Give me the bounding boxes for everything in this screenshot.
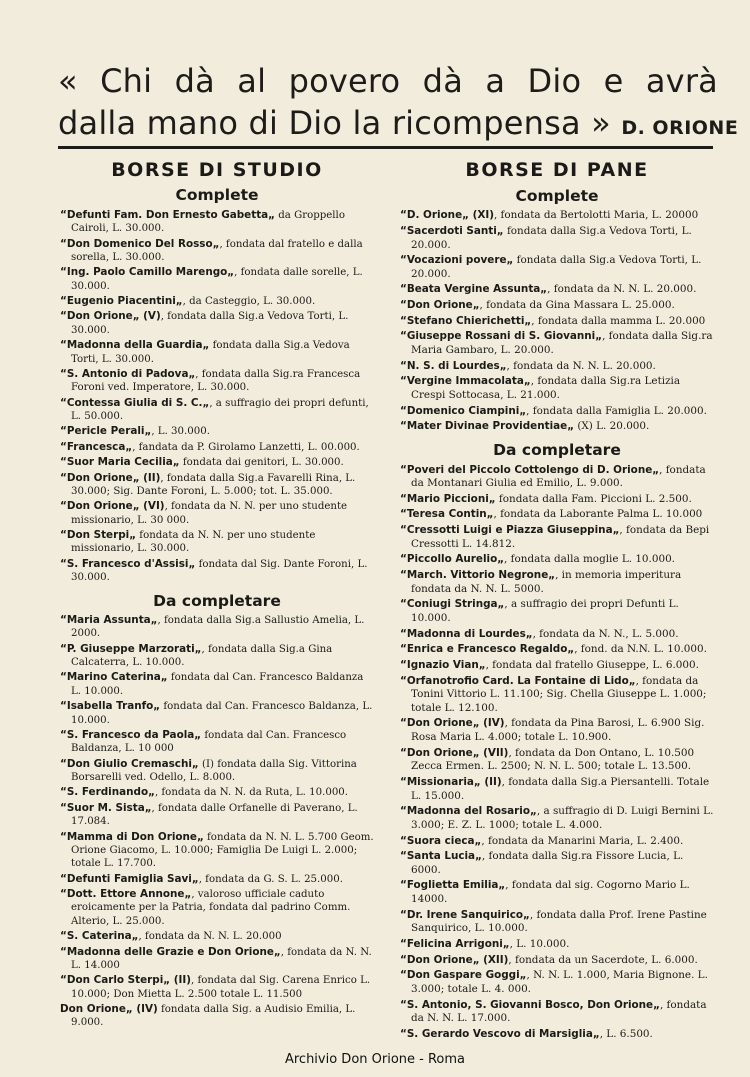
entry-text: fondata dalla Sig.a Vedova Torti, L. 30.000. xyxy=(71,340,350,365)
entry-name: “Francesca„ xyxy=(60,440,133,453)
entry-name: “Don Domenico Del Rosso„ xyxy=(60,237,220,250)
list-item xyxy=(58,946,376,973)
entry-name: “Suor Maria Cecilia„ xyxy=(60,456,180,469)
entry-name: “Suor M. Sista„ xyxy=(60,801,152,814)
entry-name: “Foglietta Emilia„ xyxy=(400,879,506,892)
entry-name: “Coniugi Stringa„ xyxy=(400,598,505,611)
entry-text: , fondata da un Sacerdote, L. 6.000. xyxy=(508,953,698,966)
entry-name: “D. Orione„ (XI) xyxy=(400,209,494,222)
list-item xyxy=(398,464,716,491)
entry-name: “Don Carlo Sterpi„ (II) xyxy=(60,974,191,987)
entry-text: fondata dal Can. Francesco Baldanza, L. 10.000. xyxy=(71,701,373,726)
list-item xyxy=(58,671,376,698)
entry-text: , fondata da Bepi Cressotti L. 14.812. xyxy=(411,524,710,550)
entry-text: , fandata da P. Girolamo Lanzetti, L. 00.000. xyxy=(132,441,360,453)
list-item xyxy=(58,873,376,886)
list-item xyxy=(58,295,376,308)
list-item xyxy=(58,339,376,366)
list-item xyxy=(58,930,376,943)
list-item xyxy=(398,524,716,551)
list-item xyxy=(58,441,376,454)
entry-name: “Orfanotrofio Card. La Fontaine di Lido„ xyxy=(400,674,636,687)
entry-name: “Don Giulio Cremaschi„ xyxy=(60,757,199,770)
list-item xyxy=(398,375,716,402)
entry-name: “Don Orione„ (XII) xyxy=(400,953,509,966)
entry-name: “S. Caterina„ xyxy=(60,930,139,943)
entry-text: fondata dal Can. Francesco Baldanza, L. 10 000 xyxy=(71,729,347,755)
entry-text: , fondata dal fratello Giuseppe, L. 6.000. xyxy=(485,658,699,671)
entry-text: fondata dal Can. Francesco Baldanza L. 10.000. xyxy=(71,672,364,697)
entry-name: “Mario Piccioni„ xyxy=(400,492,496,505)
entry-text: , fond. da N.N. L. 10.000. xyxy=(574,643,707,656)
entry-name: “S. Antonio di Padova„ xyxy=(60,367,196,380)
entry-name: “Piccollo Aurelio„ xyxy=(400,553,505,566)
entry-name: “Don Orione„ (II) xyxy=(60,471,161,484)
entry-name: “Don Sterpi„ xyxy=(60,529,137,541)
list-item xyxy=(58,500,376,527)
list-item xyxy=(398,717,716,744)
entry-text: , fondata da N. N. L. 17.000. xyxy=(411,998,707,1025)
headline-line-2 xyxy=(58,102,739,149)
entry-name: “Maria Assunta„ xyxy=(60,613,158,626)
entry-text: fondata dalla Fam. Piccioni L. 2.500. xyxy=(495,492,692,505)
entry-name: “Ing. Paolo Camillo Marengo„ xyxy=(60,266,235,279)
list-item xyxy=(58,310,376,337)
list-item xyxy=(398,805,716,832)
list-item xyxy=(58,529,376,556)
entry-name: “Domenico Ciampini„ xyxy=(400,404,527,417)
entry-name: “March. Vittorio Negrone„ xyxy=(400,569,556,582)
entry-name: “Don Orione„ xyxy=(400,299,480,312)
entry-text: fondata dalla Sig.a Vedova Torti, L. 20.000. xyxy=(411,254,702,280)
entry-name: “Sacerdoti Santi„ xyxy=(400,224,504,237)
list-item xyxy=(398,283,716,297)
entry-text: , fondata dal sig. Cogorno Mario L. 14000. xyxy=(411,879,690,906)
list-item xyxy=(398,493,716,507)
entry-text: , fondata dalle Orfanelle di Paverano, L. 17.084. xyxy=(71,802,358,828)
entry-text: , fondata dalla Sig.a Gina Calcaterra, L. 10.000. xyxy=(71,643,333,668)
list-item xyxy=(398,643,716,657)
list-item xyxy=(58,456,376,469)
entry-text: , fondata da G. S. L. 25.000. xyxy=(198,873,343,885)
entry-text: , N. N. L. 1.000, Maria Bignone. L. 3.000; totale L. 4. 000. xyxy=(411,969,708,995)
entry-name: “Missionaria„ (II) xyxy=(400,775,502,788)
entry-text: fondata dalla Sig.a Vedova Torti, L. 20.000. xyxy=(411,224,692,251)
list-item xyxy=(398,315,716,329)
list-item xyxy=(58,831,376,871)
entry-name: “Teresa Contin„ xyxy=(400,508,494,521)
list-item xyxy=(398,225,716,252)
entry-name: “N. S. di Lourdes„ xyxy=(400,359,507,372)
entry-name: “P. Giuseppe Marzorati„ xyxy=(60,642,202,655)
list-studio-incomplete xyxy=(58,614,376,1030)
list-studio-complete xyxy=(58,209,376,585)
entry-text: , fondata dalla Sig.ra Maria Gambaro, L. 20.000. xyxy=(411,330,713,357)
list-item xyxy=(398,999,716,1026)
entry-name: “Isabella Tranfo„ xyxy=(60,700,161,713)
entry-name: “Enrica e Francesco Regaldo„ xyxy=(400,643,575,656)
entry-text: , fondata dalla moglie L. 10.000. xyxy=(504,553,675,566)
entry-text: , fondata dalla Sig.ra Fissore Lucia, L. 6000. xyxy=(411,850,684,876)
entry-name: “S. Gerardo Vescovo di Marsiglia„ xyxy=(400,1027,600,1040)
list-item xyxy=(58,974,376,1001)
entry-text: fondata da N. N. L. 5.700 Geom. Orione Giacomo, L. 10.000; Famiglia De Luigi L. 2.000; totale L. 17.700. xyxy=(71,831,374,870)
entry-text: , fondata dalla Famiglia L. 20.000. xyxy=(526,404,707,417)
entry-name: “Mater Divinae Providentiae„ xyxy=(400,420,575,433)
entry-text: , fondata dalla Sig.a Piersantelli. Totale L. 15.000. xyxy=(411,775,710,802)
entry-name: “S. Ferdinando„ xyxy=(60,786,155,799)
entry-text: , fondata da N. N. L. 20.000. xyxy=(547,283,697,296)
subheading-complete-pane: Complete xyxy=(515,186,599,205)
subheading-incomplete-studio: Da completare xyxy=(153,591,281,610)
entry-text: , fondata da N. N. L. 14.000 xyxy=(71,946,372,971)
entry-text: , fondata dalla Sig.ra Letizia Crespi Sottocasa, L. 21.000. xyxy=(411,375,681,401)
list-item xyxy=(398,747,716,774)
entry-text: , fondata dalla Sig.ra Francesca Foroni ved. Imperatore, L. 30.000. xyxy=(71,368,361,394)
entry-name: “S. Francesco d'Assisi„ xyxy=(60,557,196,570)
list-item xyxy=(58,786,376,799)
headline-line-2-text: dalla mano di Dio la ricompensa » xyxy=(58,104,611,142)
list-item xyxy=(398,360,716,374)
entry-name: “Eugenio Piacentini„ xyxy=(60,295,183,307)
header-rule xyxy=(58,146,713,149)
headline-author: D. ORIONE xyxy=(621,117,739,139)
entry-text: da Groppello Cairoli, L. 30.000. xyxy=(71,209,345,235)
entry-text: , fondata dalla Sig.a Vedova Torti, L. 30.000. xyxy=(71,311,349,336)
entry-text: , fondata da N. N. da Ruta, L. 10.000. xyxy=(154,787,349,799)
entry-name: “Santa Lucia„ xyxy=(400,850,482,863)
entry-name: “Don Orione„ (VI) xyxy=(60,500,165,513)
list-item xyxy=(398,330,716,357)
entry-text: , a suffragio di D. Luigi Bernini L. 3.000; E. Z. L. 1000; totale L. 4.000. xyxy=(411,805,714,831)
entry-text: (X) L. 20.000. xyxy=(574,420,650,433)
list-item xyxy=(58,643,376,670)
list-item xyxy=(58,614,376,641)
entry-name: “Dott. Ettore Annone„ xyxy=(60,888,192,900)
list-item xyxy=(398,405,716,419)
entry-text: , fondata dalla mamma L. 20.000 xyxy=(531,314,706,327)
list-item xyxy=(58,558,376,585)
entry-name: “Don Orione„ (IV) xyxy=(400,717,505,730)
entry-name: “Mamma di Don Orione„ xyxy=(60,830,204,843)
entry-text: , fondata dal Sig. Carena Enrico L. 10.000; Don Mietta L. 2.500 totale L. 11.500 xyxy=(71,975,371,1000)
archive-footer: Archivio Don Orione - Roma xyxy=(284,1052,466,1067)
entry-name: “Beata Vergine Assunta„ xyxy=(400,283,548,296)
list-item xyxy=(58,802,376,829)
list-item xyxy=(398,835,716,849)
entry-text: (I) fondata dalla Sig. Vittorina Borsarelli ved. Odello, L. 8.000. xyxy=(71,758,357,783)
list-item xyxy=(58,266,376,293)
list-item xyxy=(58,425,376,438)
entry-text: , fondata da N. N. L. 20.000. xyxy=(506,359,656,372)
list-item xyxy=(58,700,376,727)
list-item xyxy=(58,758,376,785)
column-title-pane: BORSE DI PANE xyxy=(465,159,649,181)
list-item xyxy=(398,299,716,313)
entry-name: “Giuseppe Rossani di S. Giovanni„ xyxy=(400,330,603,343)
entry-text: , valoroso ufficiale caduto eroicamente per la Patria, fondata dal padrino Comm. Alterio, L. 25.000. xyxy=(71,889,351,927)
entry-name: “Madonna delle Grazie e Don Orione„ xyxy=(60,945,281,958)
entry-name: “Contessa Giulia di S. C.„ xyxy=(60,396,210,409)
entry-text: fondata da N. N. per uno studente missionario, L. 30.000. xyxy=(71,530,316,555)
headline-line-1: « Chi dà al povero dà a Dio e avrà xyxy=(58,62,718,100)
entry-name: “Vergine Immacolata„ xyxy=(400,375,531,388)
list-item xyxy=(398,659,716,673)
list-item xyxy=(398,776,716,803)
entry-name: “Madonna del Rosario„ xyxy=(400,805,537,818)
entry-name: “Defunti Fam. Don Ernesto Gabetta„ xyxy=(60,208,276,221)
entry-text: , fondata dal fratello e dalla sorella, L. 30.000. xyxy=(71,238,363,263)
entry-name: “Marino Caterina„ xyxy=(60,671,168,684)
entry-name: “Cressotti Luigi e Piazza Giuseppina„ xyxy=(400,524,620,537)
entry-name: “Poveri del Piccolo Cottolengo di D. Orione„ xyxy=(400,463,660,476)
subheading-incomplete-pane: Da completare xyxy=(493,440,621,459)
list-item xyxy=(58,1003,376,1030)
entry-text: , fondata da N. N. per uno studente missionario, L. 30 000. xyxy=(71,501,348,526)
list-pane-incomplete xyxy=(398,464,716,1042)
entry-text: , fondata da Laborante Palma L. 10.000 xyxy=(493,508,703,521)
entry-text: , fondata da N. N. L. 20.000 xyxy=(138,931,282,943)
entry-text: , L. 30.000. xyxy=(151,426,210,438)
list-item xyxy=(58,397,376,424)
entry-text: , in memoria imperitura fondata da N. N. L. 5000. xyxy=(411,569,682,595)
subheading-complete-studio: Complete xyxy=(175,186,259,205)
entry-name: “Stefano Chierichetti„ xyxy=(400,314,532,327)
list-item xyxy=(58,209,376,236)
entry-text: , da Casteggio, L. 30.000. xyxy=(182,296,316,307)
entry-name: “Ignazio Vian„ xyxy=(400,658,486,671)
list-item xyxy=(398,954,716,968)
entry-name: Don Orione„ (IV) xyxy=(60,1003,158,1015)
entry-text: , L. 10.000. xyxy=(509,938,570,951)
entry-text: , fondata da Montanari Giulia ed Emilio, L. 9.000. xyxy=(411,463,706,490)
column-borse-di-pane xyxy=(398,160,716,1044)
list-item xyxy=(398,420,716,434)
entry-name: “Vocazioni povere„ xyxy=(400,254,514,267)
list-item xyxy=(398,254,716,281)
list-item xyxy=(398,969,716,996)
entry-text: , a suffragio dei propri Defunti L. 10.000. xyxy=(411,598,679,624)
entry-text: fondata dai genitori, L. 30.000. xyxy=(179,457,344,469)
entry-name: “Madonna di Lourdes„ xyxy=(400,627,533,640)
entry-text: , a suffragio dei propri defunti, L. 50.000. xyxy=(71,397,369,422)
list-item xyxy=(398,508,716,522)
list-item xyxy=(398,675,716,716)
entry-text: , fondata dalla Sig.a Sallustio Amelia, L. 2000. xyxy=(71,614,365,640)
list-item xyxy=(58,729,376,756)
list-item xyxy=(398,553,716,567)
list-item xyxy=(58,238,376,265)
entry-name: “S. Antonio, S. Giovanni Bosco, Don Orione„ xyxy=(400,998,660,1011)
entry-name: “Don Orione„ (V) xyxy=(60,310,161,323)
entry-text: fondata dalla Sig. a Audisio Emilia, L. 9.000. xyxy=(71,1004,356,1029)
entry-text: , fondata da Pina Barosi, L. 6.900 Sig. Rosa Maria L. 4.000; totale L. 10.900. xyxy=(411,717,705,744)
entry-text: , fondata da Manarini Maria, L. 2.400. xyxy=(481,834,684,847)
entry-name: “Pericle Perali„ xyxy=(60,425,152,438)
entry-text: fondata dal Sig. Dante Foroni, L. 30.000. xyxy=(71,558,368,584)
list-item xyxy=(398,1028,716,1042)
entry-text: , fondata da Gina Massara L. 25.000. xyxy=(479,299,675,312)
entry-name: “Madonna della Guardia„ xyxy=(60,339,210,352)
column-title-studio: BORSE DI STUDIO xyxy=(111,159,323,181)
entry-name: “Suora cieca„ xyxy=(400,834,482,847)
entry-name: “S. Francesco da Paola„ xyxy=(60,728,202,741)
entry-text: , fondata da N. N., L. 5.000. xyxy=(532,627,679,640)
entry-text: , fondata da Tonini Vittorio L. 11.100; Sig. Chella Giuseppe L. 1.000; totale L. 12.100. xyxy=(411,674,707,714)
entry-text: , L. 6.500. xyxy=(599,1027,653,1040)
entry-name: “Felicina Arrigoni„ xyxy=(400,938,510,951)
list-item xyxy=(398,628,716,642)
entry-text: , fondata dalla Sig.a Favarelli Rina, L. 30.000; Sig. Dante Foroni, L. 5.000; tot. L. 35.000. xyxy=(71,472,356,497)
list-item xyxy=(398,909,716,936)
column-borse-di-studio xyxy=(58,160,376,1032)
list-item xyxy=(58,888,376,928)
list-item xyxy=(398,209,716,223)
list-item xyxy=(398,879,716,906)
entry-name: “Dr. Irene Sanquirico„ xyxy=(400,908,530,921)
list-item xyxy=(58,368,376,395)
list-item xyxy=(58,472,376,499)
entry-name: “Defunti Famiglia Savi„ xyxy=(60,872,199,885)
headline-quote xyxy=(58,60,739,149)
list-item xyxy=(398,598,716,625)
entry-text: , fondata dalla Prof. Irene Pastine Sanquirico, L. 10.000. xyxy=(411,908,707,935)
entry-text: , fondata da Bertolotti Maria, L. 20000 xyxy=(493,209,699,222)
list-item xyxy=(398,850,716,877)
entry-name: “Don Orione„ (VII) xyxy=(400,746,509,759)
entry-text: , fondata dalle sorelle, L. 30.000. xyxy=(71,267,363,292)
list-item xyxy=(398,938,716,952)
list-pane-complete xyxy=(398,209,716,434)
entry-name: “Don Gaspare Goggi„ xyxy=(400,969,527,982)
entry-text: , fondata da Don Ontano, L. 10.500 Zecca Ermen. L. 2500; N. N. L. 500; totale L. 13.500. xyxy=(411,746,695,773)
list-item xyxy=(398,569,716,596)
